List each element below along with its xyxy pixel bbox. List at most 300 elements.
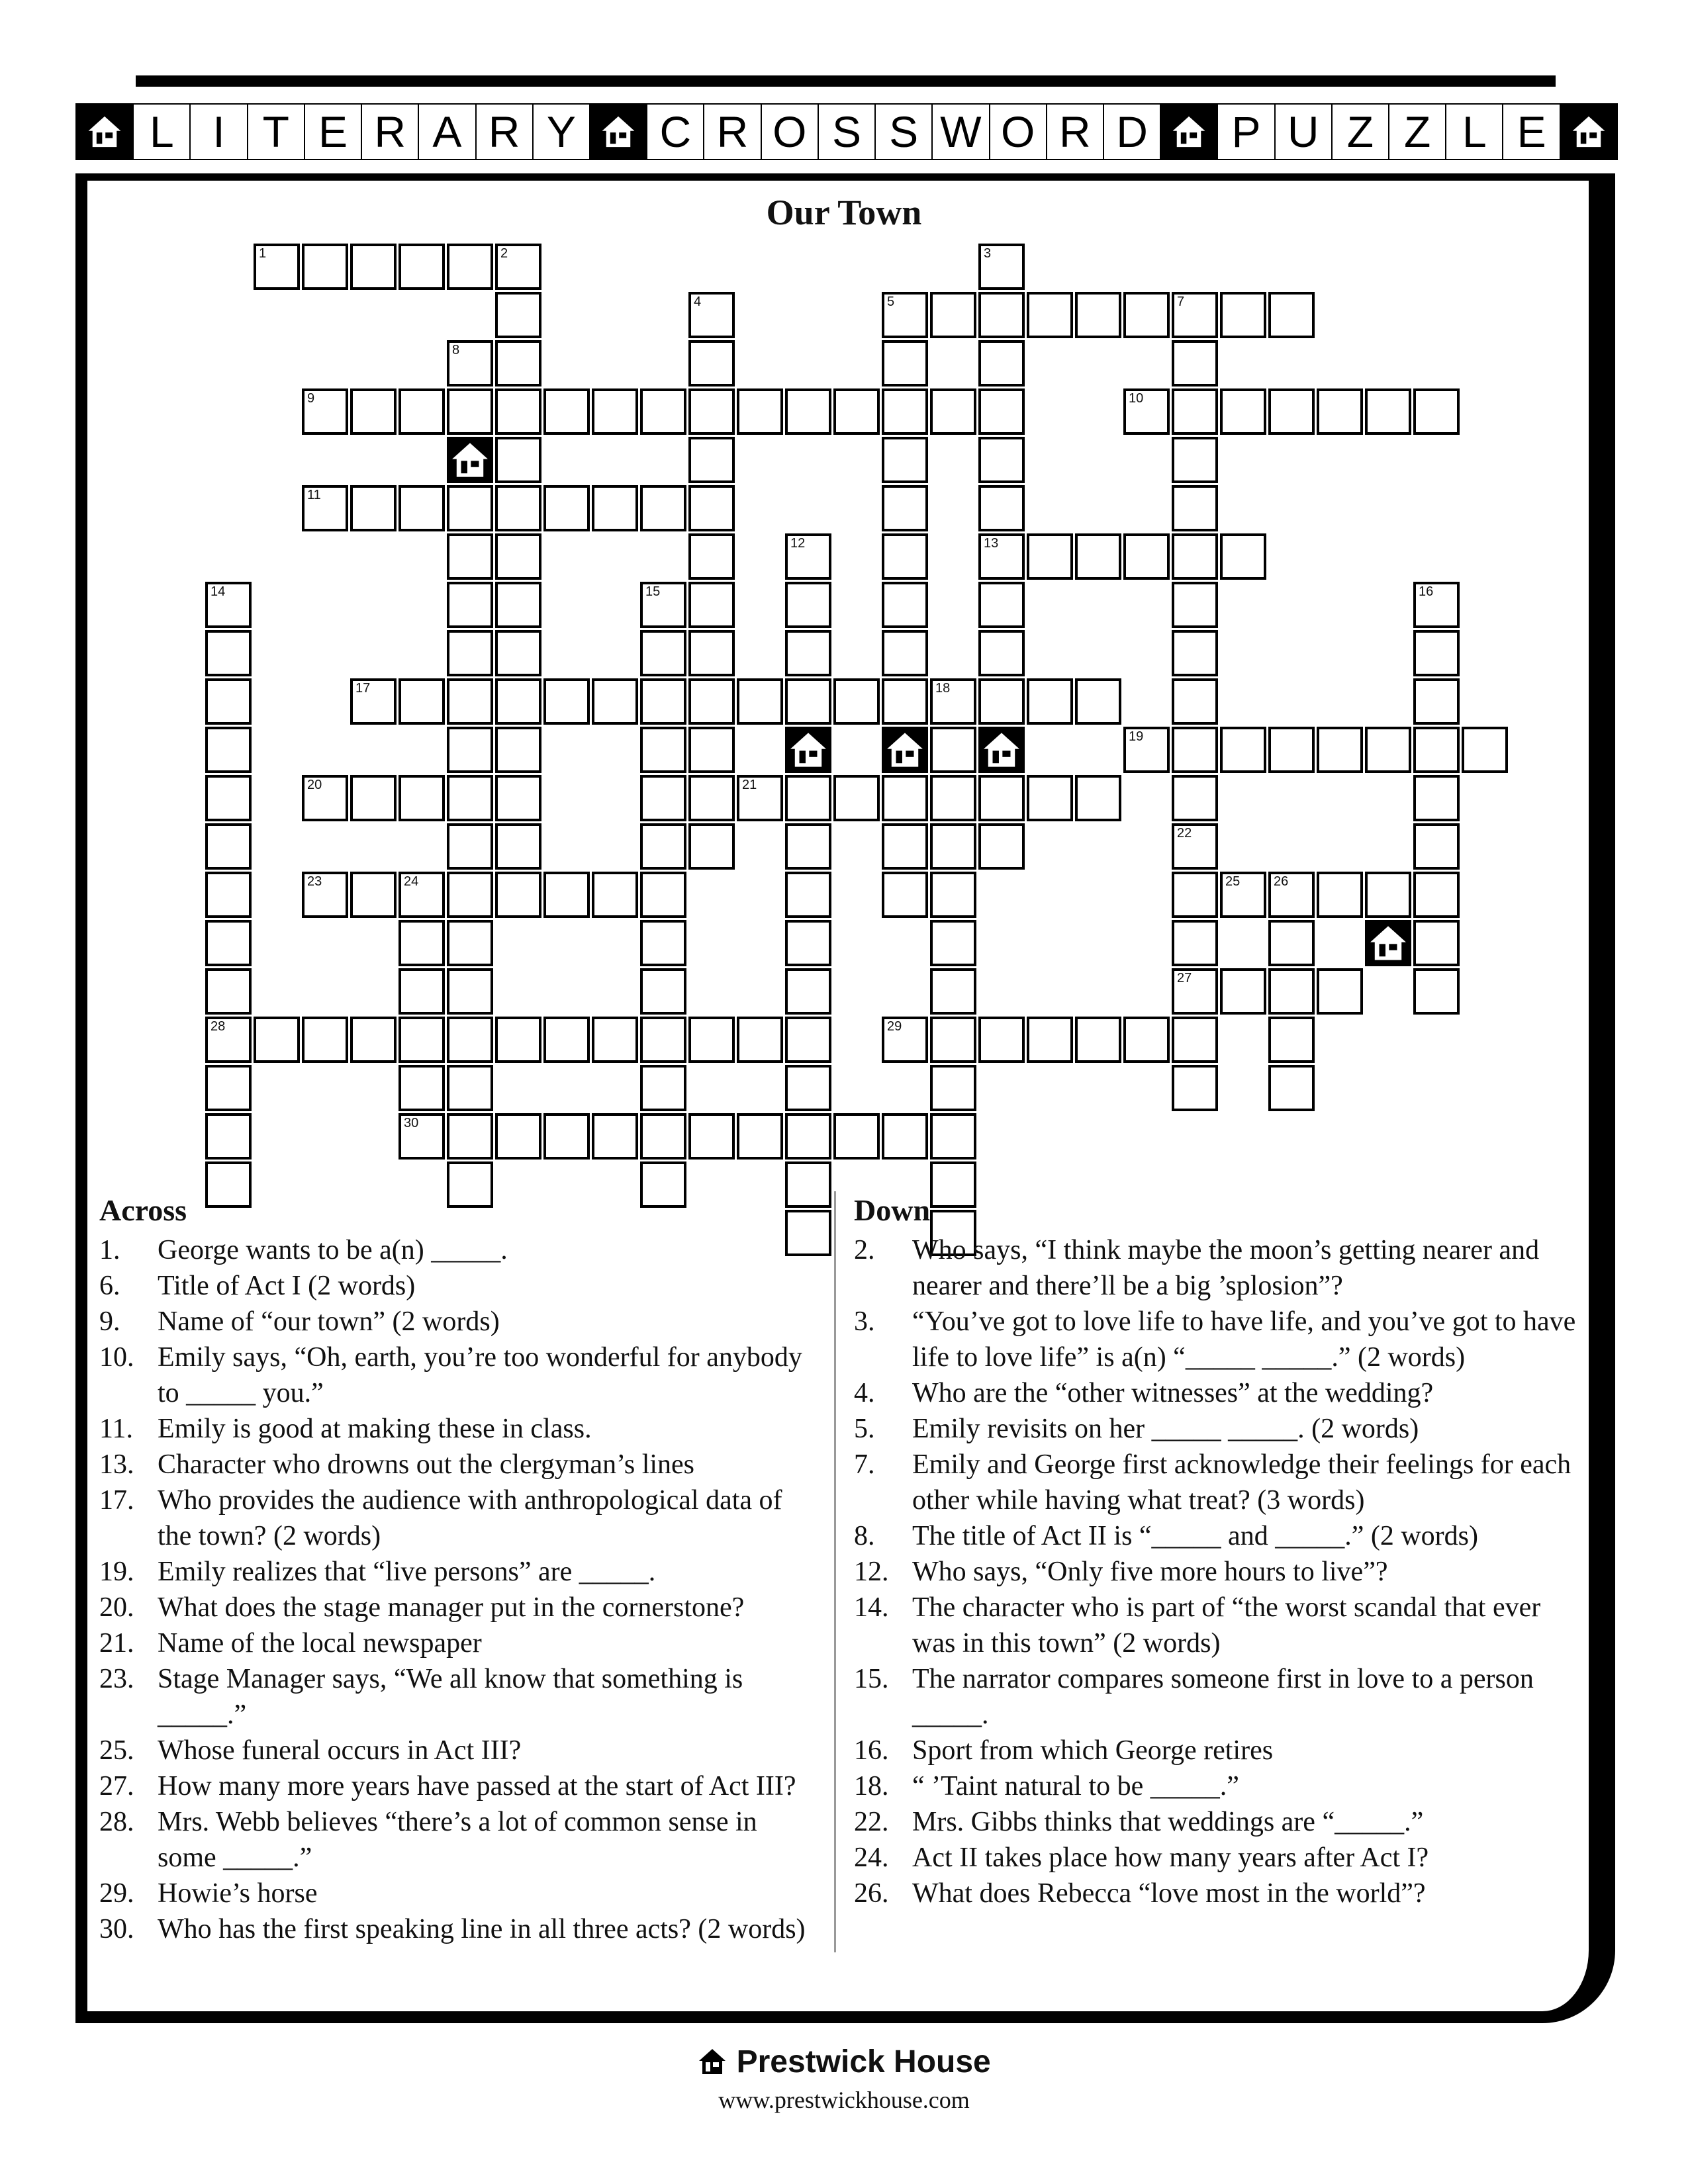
- grid-cell[interactable]: [495, 485, 541, 531]
- grid-cell[interactable]: [1413, 872, 1460, 918]
- clue-text: Emily revisits on her _____ _____. (2 words): [912, 1414, 1419, 1444]
- grid-cell[interactable]: [785, 630, 831, 676]
- grid-cell[interactable]: [1172, 678, 1218, 725]
- grid-cell[interactable]: [495, 678, 541, 725]
- grid-cell[interactable]: [640, 630, 686, 676]
- grid-cell[interactable]: [1172, 340, 1218, 387]
- grid-cell-numbered[interactable]: [978, 533, 1025, 580]
- grid-cell[interactable]: [833, 1113, 880, 1160]
- grid-cell[interactable]: [205, 727, 252, 773]
- grid-cell[interactable]: [640, 920, 686, 966]
- clue-number: 28.: [99, 1807, 134, 1837]
- grid-cell[interactable]: [399, 1065, 445, 1111]
- clue-text: Who says, “Only five more hours to live”?: [912, 1557, 1388, 1587]
- clue-number: 1.: [99, 1235, 120, 1265]
- grid-cell-numbered[interactable]: [302, 872, 348, 918]
- grid-cell[interactable]: [882, 678, 928, 725]
- clue-text: Stage Manager says, “We all know that something is _____.”: [158, 1664, 743, 1730]
- grid-cell[interactable]: [688, 823, 735, 870]
- grid-cell[interactable]: [833, 775, 880, 821]
- grid-cell[interactable]: [785, 775, 831, 821]
- clue-item: [99, 1768, 821, 1804]
- clue-item: [99, 1876, 821, 1911]
- grid-cell[interactable]: [1172, 872, 1218, 918]
- clue-item: [99, 1232, 821, 1268]
- cell-number: 9: [307, 391, 315, 406]
- grid-cell-numbered[interactable]: [882, 292, 928, 338]
- clue-text: “ ’Taint natural to be _____.”: [912, 1771, 1239, 1801]
- grid-cell[interactable]: [882, 872, 928, 918]
- house-logo-icon: [697, 2046, 727, 2077]
- grid-cell[interactable]: [1413, 968, 1460, 1015]
- grid-cell[interactable]: [447, 244, 493, 290]
- grid-cell[interactable]: [1075, 292, 1121, 338]
- grid-cell[interactable]: [737, 1017, 783, 1063]
- grid-cell[interactable]: [1172, 533, 1218, 580]
- grid-cell[interactable]: [495, 1017, 541, 1063]
- banner-letter: L: [132, 103, 191, 160]
- grid-cell[interactable]: [688, 1017, 735, 1063]
- grid-cell[interactable]: [785, 1017, 831, 1063]
- grid-cell[interactable]: [1123, 533, 1170, 580]
- grid-cell-numbered[interactable]: [1172, 292, 1218, 338]
- cell-number: 3: [984, 246, 992, 261]
- cell-number: 30: [404, 1116, 419, 1130]
- grid-cell-numbered[interactable]: [254, 244, 300, 290]
- grid-cell[interactable]: [930, 1113, 976, 1160]
- cell-number: 2: [500, 246, 508, 261]
- grid-cell[interactable]: [1268, 1017, 1315, 1063]
- grid-cell[interactable]: [1027, 533, 1073, 580]
- grid-cell[interactable]: [882, 823, 928, 870]
- grid-cell[interactable]: [447, 388, 493, 435]
- grid-cell[interactable]: [882, 533, 928, 580]
- grid-cell[interactable]: [495, 630, 541, 676]
- grid-cell[interactable]: [737, 1113, 783, 1160]
- grid-cell[interactable]: [1172, 582, 1218, 628]
- clue-item: [854, 1411, 1582, 1447]
- clue-item: [99, 1268, 821, 1304]
- grid-cell-numbered[interactable]: [1172, 968, 1218, 1015]
- grid-cell[interactable]: [302, 244, 348, 290]
- grid-cell[interactable]: [1268, 727, 1315, 773]
- clue-text: Emily realizes that “live persons” are _____.: [158, 1557, 656, 1587]
- grid-cell[interactable]: [1220, 292, 1266, 338]
- grid-cell[interactable]: [1027, 1017, 1073, 1063]
- grid-cell[interactable]: [447, 678, 493, 725]
- cell-number: 15: [645, 584, 661, 599]
- grid-cell-numbered[interactable]: [1123, 388, 1170, 435]
- clue-number: 26.: [854, 1878, 889, 1909]
- grid-cell[interactable]: [399, 920, 445, 966]
- grid-cell[interactable]: [930, 872, 976, 918]
- grid-cell[interactable]: [205, 630, 252, 676]
- grid-cell[interactable]: [930, 1017, 976, 1063]
- grid-cell[interactable]: [1220, 968, 1266, 1015]
- grid-cell[interactable]: [688, 582, 735, 628]
- grid-cell[interactable]: [302, 1017, 348, 1063]
- grid-cell-numbered[interactable]: [350, 678, 397, 725]
- grid-cell[interactable]: [447, 582, 493, 628]
- grid-cell-numbered[interactable]: [737, 775, 783, 821]
- grid-cell[interactable]: [1172, 1017, 1218, 1063]
- banner-letter: S: [874, 103, 933, 160]
- clue-item: [99, 1911, 821, 1947]
- grid-cell[interactable]: [930, 920, 976, 966]
- grid-cell[interactable]: [1268, 920, 1315, 966]
- grid-cell[interactable]: [495, 340, 541, 387]
- grid-cell[interactable]: [1075, 678, 1121, 725]
- clue-item: [854, 1733, 1582, 1768]
- clue-number: 3.: [854, 1306, 875, 1337]
- clue-number: 4.: [854, 1378, 875, 1408]
- grid-cell[interactable]: [978, 678, 1025, 725]
- grid-cell[interactable]: [1075, 775, 1121, 821]
- grid-cell[interactable]: [592, 1017, 638, 1063]
- clue-item: [99, 1304, 821, 1340]
- clue-number: 17.: [99, 1485, 134, 1516]
- grid-cell[interactable]: [495, 727, 541, 773]
- grid-cell[interactable]: [640, 823, 686, 870]
- grid-cell[interactable]: [495, 1113, 541, 1160]
- clue-number: 5.: [854, 1414, 875, 1444]
- grid-cell[interactable]: [785, 678, 831, 725]
- grid-cell[interactable]: [930, 388, 976, 435]
- grid-cell[interactable]: [1413, 388, 1460, 435]
- grid-cell[interactable]: [447, 1065, 493, 1111]
- clue-number: 25.: [99, 1735, 134, 1766]
- grid-cell[interactable]: [688, 340, 735, 387]
- grid-cell[interactable]: [1413, 678, 1460, 725]
- grid-cell[interactable]: [882, 582, 928, 628]
- grid-cell[interactable]: [592, 1113, 638, 1160]
- grid-cell[interactable]: [447, 533, 493, 580]
- cell-number: 4: [694, 295, 702, 309]
- grid-cell[interactable]: [785, 1113, 831, 1160]
- grid-cell[interactable]: [350, 388, 397, 435]
- grid-cell[interactable]: [640, 727, 686, 773]
- grid-cell-numbered[interactable]: [785, 533, 831, 580]
- grid-cell[interactable]: [930, 775, 976, 821]
- grid-cell[interactable]: [447, 775, 493, 821]
- grid-cell[interactable]: [1075, 1017, 1121, 1063]
- grid-cell[interactable]: [688, 775, 735, 821]
- cell-number: 8: [452, 343, 460, 357]
- grid-cell[interactable]: [447, 968, 493, 1015]
- grid-cell[interactable]: [205, 678, 252, 725]
- grid-cell[interactable]: [1268, 968, 1315, 1015]
- clue-item: [854, 1375, 1582, 1411]
- grid-cell[interactable]: [495, 823, 541, 870]
- clue-item: [854, 1804, 1582, 1840]
- grid-cell[interactable]: [205, 775, 252, 821]
- clue-number: 30.: [99, 1914, 134, 1944]
- clue-item: [854, 1518, 1582, 1554]
- grid-cell[interactable]: [640, 1017, 686, 1063]
- grid-cell[interactable]: [350, 244, 397, 290]
- cell-number: 20: [307, 778, 322, 792]
- grid-cell[interactable]: [785, 1065, 831, 1111]
- grid-cell[interactable]: [447, 1113, 493, 1160]
- clue-item: [99, 1482, 821, 1554]
- clue-text: Name of the local newspaper: [158, 1628, 482, 1659]
- grid-cell[interactable]: [205, 1113, 252, 1160]
- grid-cell[interactable]: [399, 388, 445, 435]
- grid-cell[interactable]: [978, 775, 1025, 821]
- grid-cell[interactable]: [1172, 437, 1218, 483]
- grid-cell[interactable]: [640, 968, 686, 1015]
- grid-cell[interactable]: [1123, 292, 1170, 338]
- grid-cell[interactable]: [882, 437, 928, 483]
- grid-cell[interactable]: [978, 630, 1025, 676]
- grid-cell[interactable]: [495, 437, 541, 483]
- grid-cell[interactable]: [495, 775, 541, 821]
- grid-cell[interactable]: [495, 872, 541, 918]
- grid-cell-numbered[interactable]: [882, 1017, 928, 1063]
- grid-cell-numbered[interactable]: [1413, 582, 1460, 628]
- grid-cell[interactable]: [1172, 485, 1218, 531]
- grid-cell[interactable]: [399, 485, 445, 531]
- grid-cell[interactable]: [930, 1065, 976, 1111]
- cell-number: 17: [355, 681, 371, 696]
- grid-cell[interactable]: [978, 437, 1025, 483]
- grid-cell[interactable]: [688, 630, 735, 676]
- grid-cell-numbered[interactable]: [930, 678, 976, 725]
- grid-cell[interactable]: [592, 872, 638, 918]
- grid-cell[interactable]: [205, 968, 252, 1015]
- grid-cell[interactable]: [882, 775, 928, 821]
- clue-item: [99, 1590, 821, 1625]
- grid-cell[interactable]: [1317, 727, 1363, 773]
- grid-cell[interactable]: [495, 533, 541, 580]
- clue-text: Emily says, “Oh, earth, you’re too wonderful for anybody to _____ you.”: [158, 1342, 802, 1408]
- grid-cell-numbered[interactable]: [302, 388, 348, 435]
- grid-cell[interactable]: [1413, 920, 1460, 966]
- puzzle-title: Our Town: [766, 193, 922, 232]
- grid-cell[interactable]: [1413, 775, 1460, 821]
- grid-cell[interactable]: [1123, 1017, 1170, 1063]
- grid-cell[interactable]: [882, 1113, 928, 1160]
- grid-cell[interactable]: [1220, 727, 1266, 773]
- grid-cell[interactable]: [447, 630, 493, 676]
- grid-cell-numbered[interactable]: [399, 872, 445, 918]
- grid-cell[interactable]: [978, 292, 1025, 338]
- grid-cell[interactable]: [1268, 388, 1315, 435]
- clue-text: Who says, “I think maybe the moon’s getting nearer and nearer and there’ll be a big ’splosion”?: [912, 1235, 1540, 1301]
- clue-number: 11.: [99, 1414, 133, 1444]
- grid-cell[interactable]: [640, 775, 686, 821]
- grid-cell[interactable]: [543, 872, 590, 918]
- grid-cell[interactable]: [978, 388, 1025, 435]
- grid-cell[interactable]: [930, 968, 976, 1015]
- clue-number: 6.: [99, 1271, 120, 1301]
- grid-cell[interactable]: [688, 388, 735, 435]
- grid-cell[interactable]: [1172, 630, 1218, 676]
- grid-cell[interactable]: [254, 1017, 300, 1063]
- grid-cell[interactable]: [205, 823, 252, 870]
- grid-cell[interactable]: [737, 388, 783, 435]
- grid-cell[interactable]: [785, 582, 831, 628]
- grid-cell[interactable]: [688, 727, 735, 773]
- grid-cell[interactable]: [833, 678, 880, 725]
- across-heading: Across: [99, 1193, 187, 1227]
- grid-cell[interactable]: [640, 678, 686, 725]
- clue-item: [99, 1625, 821, 1661]
- grid-cell[interactable]: [1172, 920, 1218, 966]
- grid-cell[interactable]: [1172, 727, 1218, 773]
- grid-cell-numbered[interactable]: [1268, 872, 1315, 918]
- grid-cell[interactable]: [1268, 292, 1315, 338]
- grid-cell-numbered[interactable]: [447, 340, 493, 387]
- grid-cell[interactable]: [1317, 872, 1363, 918]
- banner-letter: T: [247, 103, 305, 160]
- grid-cell[interactable]: [1413, 727, 1460, 773]
- grid-cell[interactable]: [882, 340, 928, 387]
- grid-cell[interactable]: [447, 485, 493, 531]
- grid-cell[interactable]: [1027, 292, 1073, 338]
- grid-cell[interactable]: [592, 388, 638, 435]
- grid-cell-numbered[interactable]: [1220, 872, 1266, 918]
- grid-cell[interactable]: [930, 292, 976, 338]
- grid-cell[interactable]: [205, 1065, 252, 1111]
- brand-url: www.prestwickhouse.com: [718, 2087, 970, 2113]
- grid-cell[interactable]: [447, 823, 493, 870]
- grid-logo-block-icon: [1365, 920, 1411, 966]
- grid-cell[interactable]: [978, 1017, 1025, 1063]
- clue-number: 15.: [854, 1664, 889, 1694]
- grid-cell[interactable]: [688, 1113, 735, 1160]
- grid-cell[interactable]: [785, 920, 831, 966]
- grid-cell[interactable]: [350, 1017, 397, 1063]
- grid-cell[interactable]: [978, 340, 1025, 387]
- grid-cell-numbered[interactable]: [302, 775, 348, 821]
- cell-number: 26: [1274, 874, 1289, 889]
- banner-letter: R: [475, 103, 534, 160]
- grid-cell-numbered[interactable]: [302, 485, 348, 531]
- grid-cell[interactable]: [399, 678, 445, 725]
- grid-cell[interactable]: [495, 388, 541, 435]
- cell-number: 1: [259, 246, 267, 261]
- grid-cell[interactable]: [350, 775, 397, 821]
- grid-cell[interactable]: [1027, 775, 1073, 821]
- cell-number: 24: [404, 874, 419, 889]
- cell-number: 18: [935, 681, 951, 696]
- grid-cell[interactable]: [640, 1065, 686, 1111]
- grid-cell[interactable]: [882, 485, 928, 531]
- grid-cell[interactable]: [1220, 388, 1266, 435]
- grid-cell[interactable]: [1027, 678, 1073, 725]
- grid-cell[interactable]: [1413, 630, 1460, 676]
- grid-cell[interactable]: [1075, 533, 1121, 580]
- grid-cell[interactable]: [1317, 968, 1363, 1015]
- grid-cell[interactable]: [640, 872, 686, 918]
- grid-cell[interactable]: [688, 437, 735, 483]
- grid-cell[interactable]: [688, 678, 735, 725]
- banner-letter: R: [361, 103, 419, 160]
- grid-cell[interactable]: [543, 485, 590, 531]
- grid-cell[interactable]: [1172, 1065, 1218, 1111]
- grid-cell[interactable]: [447, 1017, 493, 1063]
- grid-cell[interactable]: [1365, 727, 1411, 773]
- clue-text: The character who is part of “the worst scandal that ever was in this town” (2 words): [912, 1592, 1541, 1659]
- grid-cell[interactable]: [785, 823, 831, 870]
- grid-cell[interactable]: [350, 872, 397, 918]
- grid-cell[interactable]: [543, 388, 590, 435]
- grid-cell-numbered[interactable]: [1172, 823, 1218, 870]
- grid-cell[interactable]: [882, 630, 928, 676]
- grid-cell[interactable]: [495, 582, 541, 628]
- grid-cell[interactable]: [543, 1113, 590, 1160]
- grid-cell[interactable]: [543, 1017, 590, 1063]
- grid-cell-numbered[interactable]: [640, 582, 686, 628]
- cell-number: 5: [887, 295, 895, 309]
- grid-cell-numbered[interactable]: [399, 1113, 445, 1160]
- grid-cell[interactable]: [1220, 533, 1266, 580]
- grid-cell-numbered[interactable]: [688, 292, 735, 338]
- grid-cell[interactable]: [930, 823, 976, 870]
- grid-cell[interactable]: [688, 533, 735, 580]
- grid-cell[interactable]: [399, 244, 445, 290]
- grid-cell[interactable]: [495, 292, 541, 338]
- grid-cell[interactable]: [205, 920, 252, 966]
- grid-cell[interactable]: [640, 485, 686, 531]
- grid-cell[interactable]: [785, 388, 831, 435]
- grid-cell-numbered[interactable]: [205, 1017, 252, 1063]
- grid-cell[interactable]: [930, 727, 976, 773]
- grid-cell[interactable]: [1365, 388, 1411, 435]
- grid-cell[interactable]: [1365, 872, 1411, 918]
- grid-cell[interactable]: [640, 1113, 686, 1160]
- grid-cell-numbered[interactable]: [978, 244, 1025, 290]
- grid-cell[interactable]: [1462, 727, 1508, 773]
- grid-cell[interactable]: [592, 678, 638, 725]
- grid-cell[interactable]: [833, 388, 880, 435]
- grid-cell[interactable]: [1172, 388, 1218, 435]
- grid-cell[interactable]: [447, 727, 493, 773]
- grid-cell[interactable]: [978, 485, 1025, 531]
- grid-cell[interactable]: [1413, 823, 1460, 870]
- grid-cell[interactable]: [785, 872, 831, 918]
- grid-cell[interactable]: [737, 678, 783, 725]
- grid-cell[interactable]: [205, 872, 252, 918]
- grid-cell[interactable]: [640, 388, 686, 435]
- clue-item: [99, 1554, 821, 1590]
- grid-cell[interactable]: [1172, 775, 1218, 821]
- clue-text: “You’ve got to love life to have life, and you’ve got to have life to love life” is a(n) “_____ _____.” (2 words): [912, 1306, 1576, 1373]
- grid-cell-numbered[interactable]: [205, 582, 252, 628]
- grid-cell[interactable]: [1268, 1065, 1315, 1111]
- grid-cell[interactable]: [543, 678, 590, 725]
- grid-cell[interactable]: [447, 872, 493, 918]
- grid-cell[interactable]: [399, 775, 445, 821]
- grid-cell-numbered[interactable]: [495, 244, 541, 290]
- cell-number: 29: [887, 1019, 902, 1034]
- grid-cell[interactable]: [399, 968, 445, 1015]
- grid-cell[interactable]: [978, 582, 1025, 628]
- grid-cell[interactable]: [1317, 388, 1363, 435]
- grid-cell[interactable]: [399, 1017, 445, 1063]
- grid-cell-numbered[interactable]: [1123, 727, 1170, 773]
- grid-logo-block-icon: [882, 727, 928, 773]
- grid-cell[interactable]: [882, 388, 928, 435]
- grid-cell[interactable]: [978, 823, 1025, 870]
- grid-cell[interactable]: [350, 485, 397, 531]
- grid-cell[interactable]: [592, 485, 638, 531]
- grid-cell[interactable]: [688, 485, 735, 531]
- clue-item: [854, 1661, 1582, 1733]
- grid-cell[interactable]: [785, 968, 831, 1015]
- grid-cell[interactable]: [447, 920, 493, 966]
